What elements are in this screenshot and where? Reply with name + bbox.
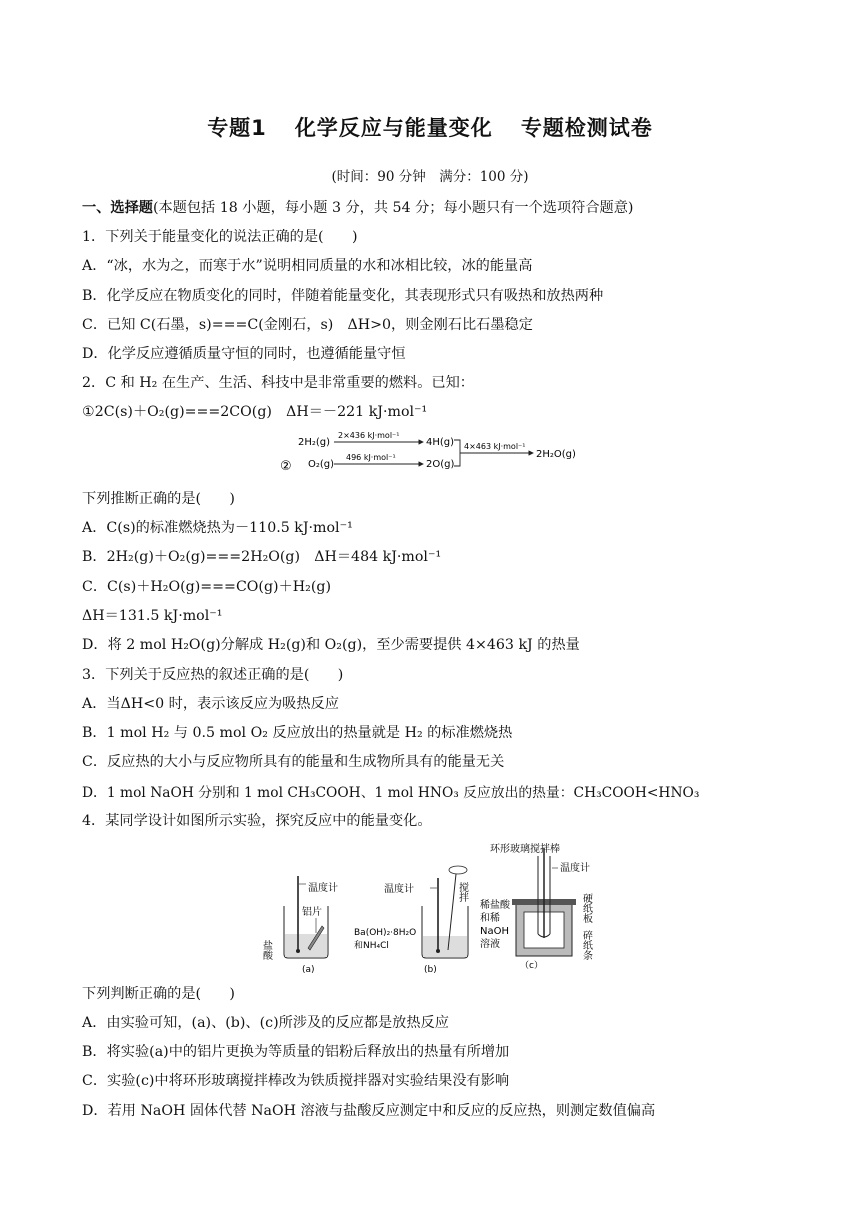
q1-option-a: A．“冰，水为之，而寒于水”说明相同质量的水和冰相比较，冰的能量高 [82, 258, 533, 274]
b-thermometer-label: 温度计 [384, 884, 414, 895]
o-atoms-label: 2O(g) [426, 459, 455, 470]
q3-option-a: A．当ΔH<0 时，表示该反应为吸热反应 [82, 696, 339, 712]
water-label: 2H₂O(g) [536, 449, 576, 460]
a-aluminum-label: 铝片 [302, 907, 322, 918]
section-rule: (本题包括 18 小题，每小题 3 分，共 54 分；每小题只有一个选项符合题意) [152, 200, 634, 216]
c-paper-label: 碎纸条 [580, 930, 592, 960]
page-title [0, 112, 860, 142]
section-heading [82, 197, 633, 217]
c-solution-2: 和稀 [480, 913, 500, 924]
q2-option-c: C．C(s)＋H₂O(g)===CO(g)＋H₂(g) [82, 579, 331, 595]
title-part2: 化学反应与能量变化 [294, 116, 493, 140]
b-reagent-2: 和NH₄Cl [354, 941, 389, 951]
exam-info: (时间：90 分钟 满分：100 分) [331, 169, 529, 185]
b-reagent-1: Ba(OH)₂·8H₂O [354, 928, 417, 938]
b-stir-label: 搅拌 [456, 882, 468, 902]
c-solution-1: 稀盐酸 [480, 900, 510, 911]
experiment-c [480, 842, 593, 971]
q4-experiment-figure [262, 838, 602, 978]
o2-bond-energy: 496 kJ·mol⁻¹ [346, 453, 396, 462]
q2-option-c-enthalpy: ΔH＝131.5 kJ·mol⁻¹ [82, 608, 223, 624]
title-part3: 专题检测试卷 [520, 116, 653, 140]
a-caption: (a) [302, 965, 315, 975]
b-caption: (b) [424, 965, 437, 975]
a-acid-label: 盐酸 [260, 940, 272, 960]
h-atoms-label: 4H(g) [426, 437, 455, 448]
c-solution-3: NaOH [480, 926, 509, 937]
q3-stem: 3．下列关于反应热的叙述正确的是( ) [82, 667, 344, 683]
q4-option-c: C．实验(c)中将环形玻璃搅拌棒改为铁质搅拌器对实验结果没有影响 [82, 1073, 510, 1089]
q4-option-d: D．若用 NaOH 固体代替 NaOH 溶液与盐酸反应测定中和反应的反应热，则测定数值偏高 [82, 1103, 656, 1119]
q4-option-a: A．由实验可知，(a)、(b)、(c)所涉及的反应都是放热反应 [82, 1015, 449, 1031]
q2-option-d: D．将 2 mol H₂O(g)分解成 H₂(g)和 O₂(g)，至少需要提供 4×463 kJ 的热量 [82, 637, 580, 653]
q1-option-b: B．化学反应在物质变化的同时，伴随着能量变化，其表现形式只有吸热和放热两种 [82, 288, 604, 304]
q3-option-c: C．反应热的大小与反应物所具有的能量和生成物所具有的能量无关 [82, 754, 505, 770]
h2-bond-energy: 2×436 kJ·mol⁻¹ [338, 431, 400, 440]
experiment-b [354, 866, 469, 975]
q2-stem: 2．C 和 H₂ 在生产、生活、科技中是非常重要的燃料。已知： [82, 375, 474, 391]
q2-stem-2: 下列推断正确的是( ) [82, 491, 235, 507]
c-stirrer-label: 环形玻璃搅拌棒 [490, 844, 560, 855]
c-thermometer-label: 温度计 [560, 863, 590, 874]
q2-option-a: A．C(s)的标准燃烧热为－110.5 kJ·mol⁻¹ [82, 520, 353, 536]
c-solution-4: 溶液 [480, 939, 500, 950]
q2-equation-1: ①2C(s)＋O₂(g)===2CO(g) ΔH＝－221 kJ·mol⁻¹ [82, 404, 428, 420]
q1-stem: 1．下列关于能量变化的说法正确的是( ) [82, 229, 358, 245]
diagram-marker: ② [280, 459, 292, 474]
q1-option-d: D．化学反应遵循质量守恒的同时，也遵循能量守恒 [82, 346, 406, 362]
q2-energy-diagram [270, 428, 590, 478]
q1-option-c: C．已知 C(石墨，s)===C(金刚石，s) ΔH>0，则金刚石比石墨稳定 [82, 317, 533, 333]
c-caption: （c） [520, 961, 543, 971]
q4-stem: 4．某同学设计如图所示实验，探究反应中的能量变化。 [82, 813, 432, 829]
q3-option-d: D．1 mol NaOH 分别和 1 mol CH₃COOH、1 mol HNO₃ 反应放出的热量：CH₃COOH<HNO₃ [82, 785, 700, 801]
q2-option-b: B．2H₂(g)＋O₂(g)===2H₂O(g) ΔH＝484 kJ·mol⁻¹ [82, 549, 442, 565]
title-part1: 专题1 [207, 116, 267, 140]
section-label: 一、选择题 [82, 200, 153, 216]
experiment-a [261, 876, 339, 975]
q4-option-b: B．将实验(a)中的铝片更换为等质量的铝粉后释放出的热量有所增加 [82, 1044, 510, 1060]
oh-bond-energy: 4×463 kJ·mol⁻¹ [464, 442, 526, 451]
c-board-label: 硬纸板 [580, 893, 592, 923]
h2-label: 2H₂(g) [298, 437, 331, 448]
o2-label: O₂(g) [308, 459, 335, 470]
q3-option-b: B．1 mol H₂ 与 0.5 mol O₂ 反应放出的热量就是 H₂ 的标准燃烧热 [82, 725, 513, 741]
q4-stem-2: 下列判断正确的是( ) [82, 986, 235, 1002]
a-thermometer-label: 温度计 [308, 883, 338, 894]
